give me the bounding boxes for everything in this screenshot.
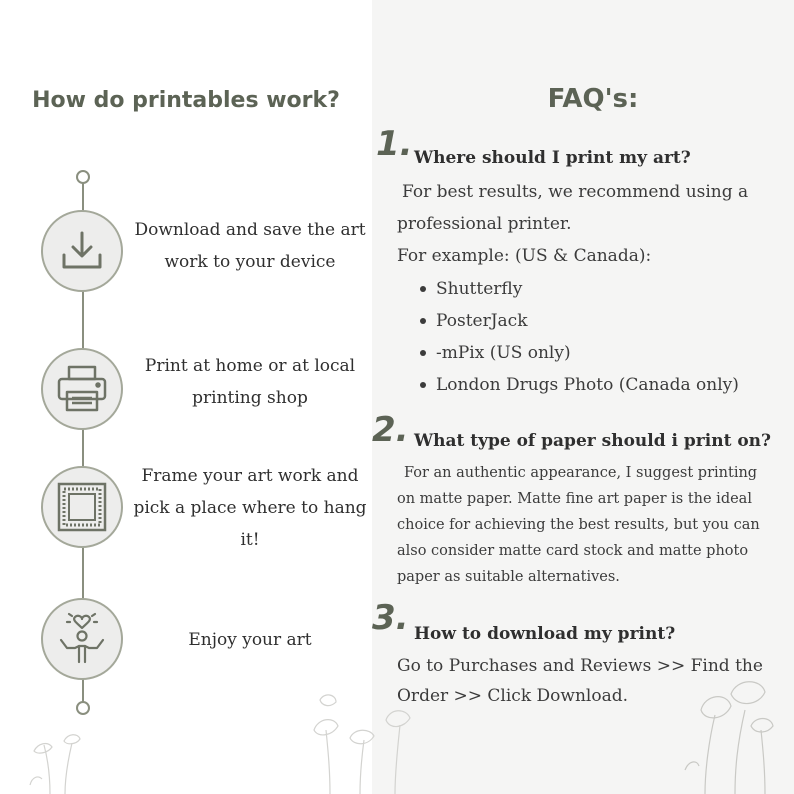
wildflower-center-icon [300, 690, 420, 794]
step-3-text: Frame your art work and pick a place where to hang it! [133, 466, 367, 550]
step-2-text: Print at home or at local printing shop [144, 356, 356, 408]
printer-list-item: London Drugs Photo (Canada only) [418, 369, 739, 401]
wildflower-left-icon [20, 715, 90, 794]
printer-list [418, 273, 739, 401]
printer-list-item: -mPix (US only) [418, 337, 739, 369]
printer-list-item: PosterJack [418, 305, 739, 337]
faq-2-number: 2. [372, 410, 409, 450]
download-icon [58, 227, 106, 275]
faq-3-number: 3. [372, 598, 409, 638]
timeline-top-dot [76, 170, 90, 184]
how-it-works-title: How do printables work? [32, 88, 340, 113]
faq-1-answer-line-2: professional printer. [397, 214, 572, 234]
wildflower-right-icon [675, 670, 785, 794]
faq-3-answer-line: Order >> Click Download. [397, 686, 628, 706]
step-1-icon-circle [41, 210, 123, 292]
faq-2-question: What type of paper should i print on? [414, 431, 771, 451]
faq-2-answer-line: paper as suitable alternatives. [397, 569, 620, 585]
faq-1-question: Where should I print my art? [414, 148, 691, 168]
picture-frame-icon [56, 481, 108, 533]
step-4-icon-circle [41, 598, 123, 680]
enjoy-heart-person-icon [55, 612, 109, 666]
faq-1-answer-line-1: For best results, we recommend using a [402, 182, 749, 202]
faq-3-answer-line: Go to Purchases and Reviews >> Find the [397, 656, 763, 676]
printer-list-item: Shutterfly [418, 273, 739, 305]
faq-2-answer-line: on matte paper. Matte fine art paper is the ideal [397, 491, 752, 507]
faq-2-answer-line: For an authentic appearance, I suggest printing [404, 465, 758, 481]
faq-2-answer-line: choice for achieving the best results, but you can [397, 517, 760, 533]
faq-3-question: How to download my print? [414, 624, 676, 644]
printer-icon [55, 364, 109, 414]
step-3-icon-circle [41, 466, 123, 548]
timeline-bottom-dot [76, 701, 90, 715]
faq-2-answer-line: also consider matte card stock and matte photo [397, 543, 749, 559]
faq-1-number: 1. [376, 124, 413, 164]
step-1-text: Download and save the art work to your device [134, 220, 366, 272]
faq-title: FAQ's: [547, 84, 639, 114]
step-2-icon-circle [41, 348, 123, 430]
step-4-text: Enjoy your art [188, 630, 312, 650]
faq-1-example-label: For example: (US & Canada): [397, 246, 652, 266]
